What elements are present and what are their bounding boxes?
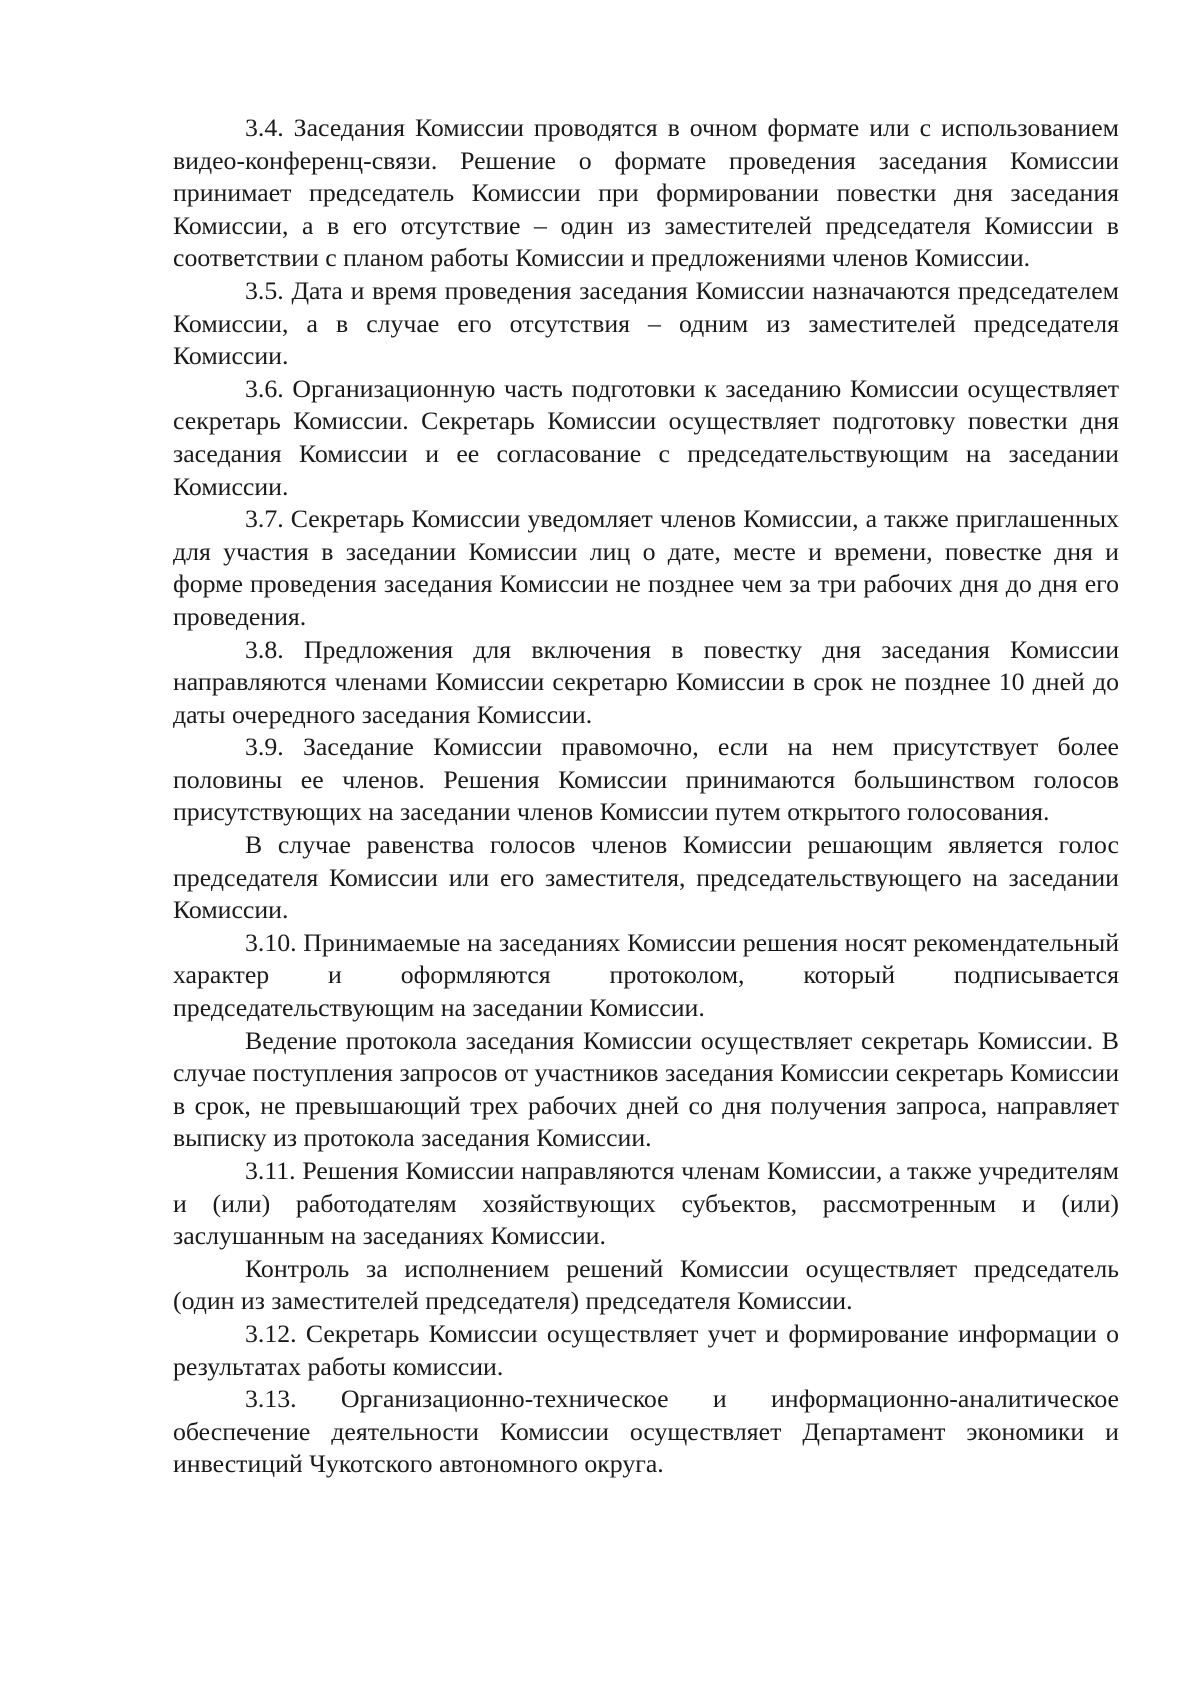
document-page bbox=[173, 112, 1119, 1481]
paragraph-3-13: 3.13. Организационно-техническое и информационно-аналитическое обеспечение деятельности Комиссии осуществляет Департамент экономики и инвестиций Чукотского автономного округа. bbox=[173, 1384, 1119, 1479]
paragraph-3-6: 3.6. Организационную часть подготовки к заседанию Комиссии осуществляет секретарь Комиссии. Секретарь Комиссии осуществляет подготовку повестки дня заседания Комиссии и ее согласование с председательствующим на заседании Комиссии. bbox=[173, 373, 1119, 501]
paragraph-3-10: 3.10. Принимаемые на заседаниях Комиссии решения носят рекомендательный характер и оформляются протоколом, который подписывается председательствующим на заседании Комиссии. bbox=[173, 927, 1119, 1023]
paragraph-3-11: 3.11. Решения Комиссии направляются членам Комиссии, а также учредителям и (или) работодателям хозяйствующих субъектов, рассмотренным и (или) заслушанным на заседаниях Комиссии. bbox=[173, 1156, 1119, 1251]
paragraph-3-11-control: Контроль за исполнением решений Комиссии осуществляет председатель (один из заместителей председателя) председателя Комиссии. bbox=[173, 1253, 1119, 1316]
paragraph-3-8: 3.8. Предложения для включения в повестку дня заседания Комиссии направляются членами Комиссии секретарю Комиссии в срок не позднее 10 дней до даты очередного заседания Комиссии. bbox=[173, 634, 1119, 729]
paragraph-3-4: 3.4. Заседания Комиссии проводятся в очном формате или с использованием видео-конференц-связи. Решение о формате проведения заседания Комиссии принимает председатель Комиссии при формировании повестки дня заседания Комиссии, а в его отсутствие – один из заместителей председателя Комиссии в соответствии с планом работы Комиссии и предложениями членов Комиссии. bbox=[173, 113, 1119, 273]
paragraph-3-12: 3.12. Секретарь Комиссии осуществляет учет и формирование информации о результатах работы комиссии. bbox=[173, 1318, 1119, 1381]
paragraph-3-9-tie-vote: В случае равенства голосов членов Комиссии решающим является голос председателя Комиссии или его заместителя, председательствующего на заседании Комиссии. bbox=[173, 830, 1119, 925]
paragraph-3-7: 3.7. Секретарь Комиссии уведомляет членов Комиссии, а также приглашенных для участия в заседании Комиссии лиц о дате, месте и времени, повестке дня и форме проведения заседания Комиссии не позднее чем за три рабочих дня до дня его проведения. bbox=[173, 504, 1119, 631]
paragraph-3-10-protocol: Ведение протокола заседания Комиссии осуществляет секретарь Комиссии. В случае поступления запросов от участников заседания Комиссии секретарь Комиссии в срок, не превышающий трех рабочих дней со дня получения запроса, направляет выписку из протокола заседания Комиссии. bbox=[173, 1025, 1119, 1153]
paragraph-3-9: 3.9. Заседание Комиссии правомочно, если на нем присутствует более половины ее членов. Решения Комиссии принимаются большинством голосов присутствующих на заседании членов Комиссии путем открытого голосования. bbox=[173, 732, 1119, 827]
paragraph-3-5: 3.5. Дата и время проведения заседания Комиссии назначаются председателем Комиссии, а в случае его отсутствия – одним из заместителей председателя Комиссии. bbox=[173, 275, 1119, 371]
